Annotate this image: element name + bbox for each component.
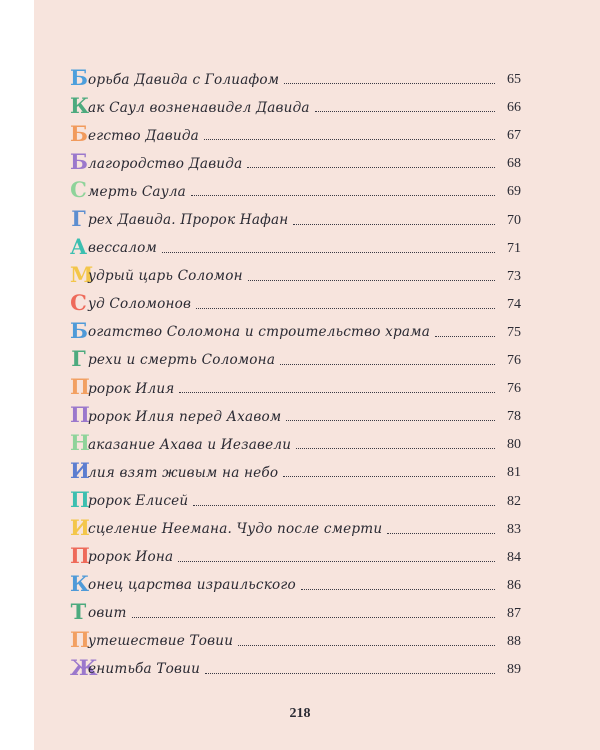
toc-entry-title: огатство Соломона и строительство храма (88, 324, 431, 341)
toc-entry-page: 78 (507, 409, 521, 425)
drop-cap-initial: Б (70, 65, 88, 91)
toc-entry (70, 539, 521, 567)
toc-entry-page: 87 (507, 605, 521, 621)
dot-leader (162, 252, 495, 253)
toc-entry (70, 117, 521, 145)
toc-entry-title: егство Давида (88, 127, 199, 144)
drop-cap-initial: Н (70, 430, 90, 456)
dot-leader (284, 83, 495, 84)
toc-entry-title: вессалом (88, 240, 157, 257)
drop-cap-initial: Ж (70, 655, 98, 681)
drop-cap-initial: А (70, 233, 88, 259)
toc-entry-title: орьба Давида с Голиафом (88, 71, 280, 88)
page-number: 218 (289, 706, 311, 721)
drop-cap-initial: Г (71, 205, 86, 231)
toc-entry-title: онец царства израильского (88, 577, 296, 594)
toc-entry-title: рех Давида. Пророк Нафан (88, 211, 289, 228)
dot-leader (178, 561, 495, 562)
table-of-contents (70, 61, 521, 679)
toc-entry-page: 76 (507, 353, 521, 369)
toc-entry-page: 71 (507, 240, 521, 256)
toc-entry-page: 65 (507, 72, 521, 88)
toc-entry-page: 67 (507, 128, 521, 144)
toc-entry-page: 84 (507, 549, 521, 565)
drop-cap-initial: М (70, 261, 94, 287)
toc-entry-page: 75 (507, 324, 521, 340)
dot-leader (387, 533, 495, 534)
drop-cap-initial: С (70, 177, 87, 203)
drop-cap-initial: П (70, 542, 90, 568)
toc-entry-page: 70 (507, 212, 521, 228)
toc-entry-title: лагородство Давида (88, 155, 243, 172)
toc-entry (70, 201, 521, 229)
dot-leader (296, 448, 495, 449)
toc-entry-page: 82 (507, 493, 521, 509)
toc-entry-title: уд Соломонов (88, 296, 192, 313)
toc-entry-page: 74 (507, 296, 521, 312)
toc-entry-title: сцеление Неемана. Чудо после смерти (88, 521, 383, 537)
drop-cap-initial: П (70, 402, 90, 428)
dot-leader (248, 280, 495, 281)
drop-cap-initial: И (70, 514, 90, 540)
dot-leader (193, 505, 495, 506)
toc-entry (70, 511, 521, 539)
dot-leader (293, 224, 495, 225)
dot-leader (435, 336, 495, 337)
drop-cap-initial: С (70, 289, 87, 315)
drop-cap-initial: П (70, 486, 90, 512)
drop-cap-initial: Б (70, 121, 88, 147)
toc-entry-page: 66 (507, 100, 521, 116)
toc-entry-title: мерть Саула (88, 183, 186, 200)
toc-entry (70, 173, 521, 201)
toc-entry (70, 89, 521, 117)
toc-entry-page: 76 (507, 381, 521, 397)
toc-entry-page: 86 (507, 577, 521, 593)
dot-leader (132, 617, 495, 618)
toc-entry (70, 342, 521, 370)
dot-leader (301, 589, 495, 590)
toc-entry-title: енитьба Товии (88, 661, 201, 678)
toc-entry (70, 61, 521, 89)
dot-leader (283, 476, 495, 477)
toc-entry (70, 370, 521, 398)
toc-entry (70, 398, 521, 426)
toc-entry-page: 89 (507, 662, 521, 678)
dot-leader (191, 195, 495, 196)
toc-entry-title: ророк Иона (88, 549, 174, 566)
drop-cap-initial: Б (70, 317, 88, 343)
dot-leader (247, 167, 495, 168)
drop-cap-initial: К (70, 570, 90, 596)
toc-entry-title: удрый царь Соломон (88, 268, 243, 285)
drop-cap-initial: К (70, 93, 90, 119)
toc-entry (70, 651, 521, 679)
toc-entry-page: 68 (507, 156, 521, 172)
toc-entry-page: 80 (507, 437, 521, 453)
dot-leader (179, 392, 495, 393)
dot-leader (204, 139, 495, 140)
dot-leader (238, 645, 495, 646)
toc-entry (70, 623, 521, 651)
toc-entry-title: аказание Ахава и Иезавели (88, 436, 292, 453)
toc-entry-page: 83 (507, 521, 521, 537)
dot-leader (315, 111, 495, 112)
toc-entry-page: 88 (507, 633, 521, 649)
drop-cap-initial: Т (70, 598, 87, 624)
toc-entry-title: ророк Илия (88, 380, 175, 397)
toc-entry (70, 286, 521, 314)
toc-entry-title: овит (88, 605, 127, 622)
dot-leader (196, 308, 495, 309)
toc-entry-title: лия взят живым на небо (88, 464, 279, 481)
toc-entry-title: утешествие Товии (88, 633, 234, 650)
toc-entry (70, 258, 521, 286)
toc-entry-title: ророк Илия перед Ахавом (88, 408, 282, 425)
toc-entry (70, 426, 521, 454)
toc-entry-page: 81 (507, 465, 521, 481)
drop-cap-initial: Б (70, 149, 88, 175)
dot-leader (205, 673, 495, 674)
drop-cap-initial: П (70, 626, 90, 652)
toc-entry-title: ак Саул возненавидел Давида (88, 99, 310, 116)
toc-entry (70, 567, 521, 595)
toc-entry (70, 454, 521, 482)
toc-entry-title: ророк Елисей (88, 492, 189, 509)
dot-leader (286, 420, 495, 421)
toc-entry-page: 73 (507, 268, 521, 284)
toc-entry (70, 595, 521, 623)
drop-cap-initial: Г (71, 346, 86, 372)
drop-cap-initial: И (70, 458, 90, 484)
toc-entry (70, 230, 521, 258)
toc-entry (70, 145, 521, 173)
drop-cap-initial: П (70, 374, 90, 400)
toc-entry (70, 314, 521, 342)
dot-leader (280, 364, 495, 365)
toc-entry (70, 482, 521, 510)
toc-entry-title: рехи и смерть Соломона (88, 352, 276, 369)
toc-entry-page: 69 (507, 184, 521, 200)
